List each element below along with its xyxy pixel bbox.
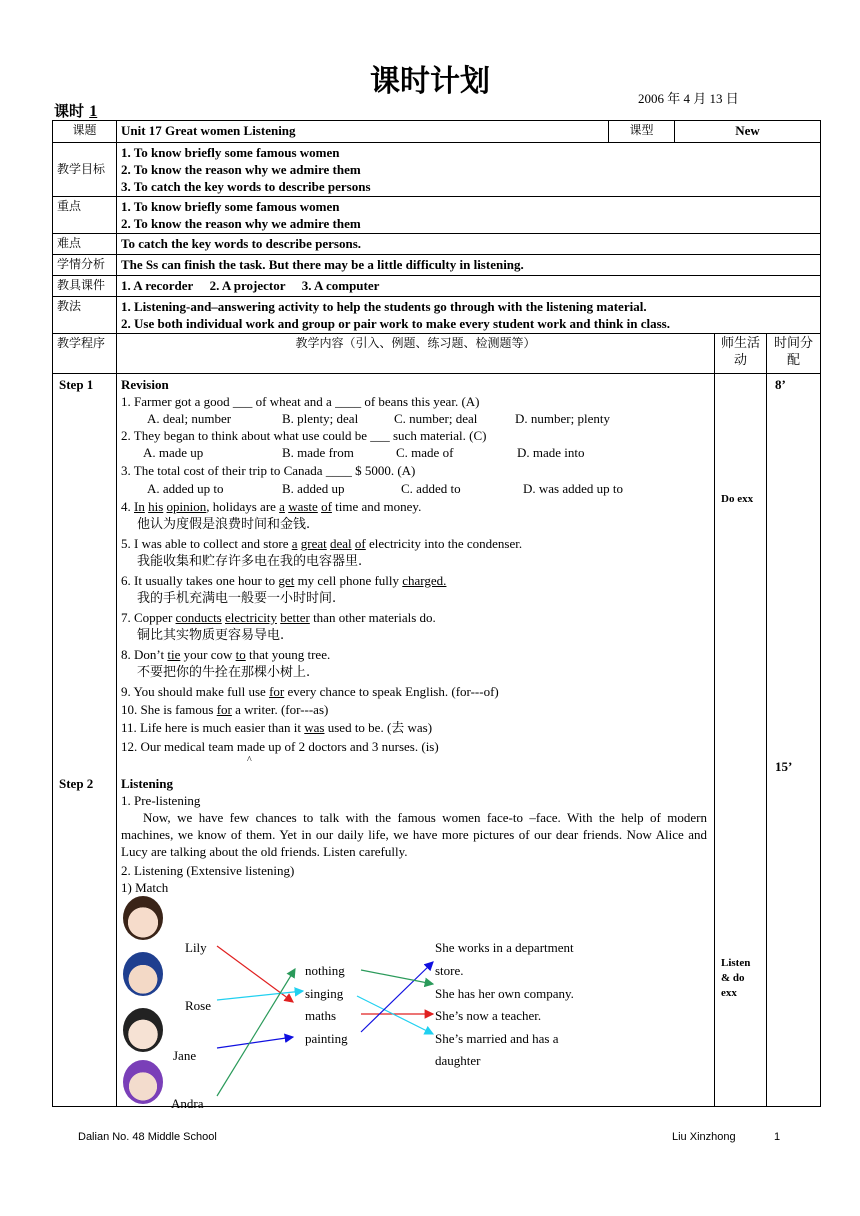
extensive-listening: 2. Listening (Extensive listening) [121,863,295,878]
q5-underlined: of [354,536,366,551]
type-value: New [675,121,821,143]
q3-option: C. added to [401,481,461,496]
period-number: 1 [89,103,98,120]
job-line: She has her own company. [435,986,574,1001]
q7-text: 7. Copper [121,610,176,625]
question-2: 2. They began to think about what use could be ___ such material. (C) [121,428,487,443]
q7-underlined: better [280,610,310,625]
arrow-singing-married [357,996,433,1034]
q4-underlined: opinion [166,499,207,514]
job-line: She works in a department [435,940,574,955]
q3-option: B. added up [282,481,345,496]
activity-step1: Do exx [721,493,754,505]
q11-text: 11. Life here is much easier than it [121,720,305,735]
key-content [117,197,821,234]
goal-line: 2. To know the reason why we admire them [121,162,361,177]
step1-label: Step 1 [59,377,94,392]
footer-page-number: 1 [774,1131,781,1143]
date: 2006 年 4 月 13 日 [638,91,739,106]
goal-line: 3. To catch the key words to describe persons [121,179,371,194]
hobby-singing: singing [305,986,344,1001]
analysis-label: 学情分析 [53,255,117,276]
q8-text: that young tree. [245,647,331,662]
q10-underlined: for [216,702,232,717]
job-line: She’s married and has a [435,1031,559,1046]
q7-underlined: electricity [225,610,277,625]
period-label: 课时 [54,102,85,120]
q11-underlined: was [304,720,325,735]
q7-underlined: conducts [175,610,222,625]
q1-option: D. number; plenty [515,411,610,426]
row-key-points [53,197,821,234]
name-lily: Lily [185,940,207,955]
row-method [53,297,821,334]
procedure-content [117,374,715,1111]
name-andra: Andra [171,1096,204,1111]
row-procedure-header [53,334,821,374]
q8-text: 8. Don’t [121,647,168,662]
row-topic [53,121,821,143]
q5-translation: 我能收集和贮存许多电在我的电容器里. [137,554,363,569]
activity-header: 师生活动 [715,334,767,374]
job-line: daughter [435,1053,481,1068]
type-label: 课型 [609,121,675,143]
analysis-content: The Ss can finish the task. But there may be a little difficulty in listening. [117,255,821,276]
tool-item: 3. A computer [301,278,380,293]
q9-text: 9. You should make full use [121,684,270,699]
q4-underlined: of [321,499,332,514]
q10-text: a writer. (for---as) [231,702,329,717]
footer-author: Liu Xinzhong [672,1131,736,1143]
q4-underlined: waste [288,499,318,514]
tools-content [117,276,821,297]
q7-text: than other materials do. [309,610,436,625]
name-rose: Rose [185,998,211,1013]
q5-text: electricity into the condenser. [365,536,523,551]
goal-line: 1. To know briefly some famous women [121,145,340,160]
q5-underlined: great [300,536,327,551]
row-procedure [53,374,821,1107]
tool-item: 2. A projector [209,278,286,293]
question-12: 12. Our medical team made up of 2 doctors and 3 nurses. (is) [121,739,439,754]
q3-option: D. was added up to [523,481,624,496]
q8-text: your cow [180,647,236,662]
arrow-andra-nothing [217,969,295,1096]
q11-text: used to be. (去 was) [324,720,433,735]
difficult-label: 难点 [53,234,117,255]
q6-text: my cell phone fully [294,573,403,588]
caret-mark: ^ [247,755,252,766]
arrow-jane-painting [217,1037,293,1048]
revision-heading: Revision [121,377,169,392]
steps-column [53,374,117,1107]
q5-underlined: a [291,536,298,551]
content-header: 教学内容（引入、例题、练习题、检测题等） [117,334,715,374]
q2-option: B. made from [282,445,354,460]
time-column [767,374,821,1107]
tool-item: 1. A recorder [121,278,194,293]
q4-underlined: a [279,499,285,514]
method-label: 教法 [53,297,117,334]
q4-underlined: In [134,499,145,514]
q4-text: time and money. [331,499,422,514]
match-arrows [121,374,711,1104]
time-step2: 15’ [775,759,793,774]
hobby-maths: maths [305,1008,337,1023]
hobby-nothing: nothing [305,963,345,978]
job-line: store. [435,963,464,978]
q10-text: 10. She is famous [121,702,217,717]
time-step1: 8’ [775,377,786,392]
page-title: 课时计划 [370,64,490,99]
q1-option: B. plenty; deal [282,411,359,426]
key-line: 2. To know the reason why we admire them [121,216,361,231]
q6-translation: 我的手机充满电一般要一小时时间. [137,591,337,606]
q5-text: 5. I was able to collect and store [121,536,292,551]
q9-text: every chance to speak English. (for---of) [284,684,499,699]
difficult-content: To catch the key words to describe persons. [117,234,821,255]
q8-translation: 不要把你的牛拴在那棵小树上. [137,665,311,680]
q1-option: A. deal; number [147,411,232,426]
job-line: She’s now a teacher. [435,1008,542,1023]
q2-option: A. made up [143,445,204,460]
q4-text: 4. [121,499,134,514]
listening-heading: Listening [121,776,174,791]
q4-translation: 他认为度假是浪费时间和金钱. [137,517,311,532]
question-1: 1. Farmer got a good ___ of wheat and a ____ of beans this year. (A) [121,394,480,409]
row-tools [53,276,821,297]
q8-underlined: tie [167,647,181,662]
topic-label: 课题 [53,121,117,143]
activity-column [715,374,767,1107]
q6-underlined: charged. [402,573,447,588]
step2-label: Step 2 [59,776,94,791]
q8-underlined: to [235,647,246,662]
q4-underlined: his [148,499,164,514]
q9-underlined: for [269,684,285,699]
q6-text: 6. It usually takes one hour to [121,573,279,588]
method-line: 2. Use both individual work and group or pair work to make every student work and think in class. [121,316,670,331]
procedure-label: 教学程序 [53,334,117,374]
lesson-plan-table [52,120,821,1111]
key-label: 重点 [53,197,117,234]
hobby-painting: painting [305,1031,348,1046]
name-jane: Jane [173,1048,197,1063]
pre-listening-paragraph: Now, we have few chances to talk with the famous women face-to –face. With the help of modern machines, we know of them. Yet in our daily life, we have more pictures of our dear friends. Now Alice and Lucy are talking about the old friends. Listen carefully. [121,810,707,859]
method-content [117,297,821,334]
q3-option: A. added up to [147,481,224,496]
q5-underlined: deal [330,536,352,551]
method-line: 1. Listening-and–answering activity to help the students go through with the listening material. [121,299,647,314]
arrow-rose-singing [217,991,303,1000]
pre-listening: 1. Pre-listening [121,793,201,808]
time-header: 时间分配 [767,334,821,374]
question-3: 3. The total cost of their trip to Canada ____ $ 5000. (A) [121,463,416,478]
tools-label: 教具课件 [53,276,117,297]
q6-underlined: get [278,573,295,588]
row-analysis [53,255,821,276]
goals-content [117,143,821,197]
goals-label: 教学目标 [53,143,117,197]
key-line: 1. To know briefly some famous women [121,199,340,214]
q2-option: C. made of [396,445,454,460]
row-difficult [53,234,821,255]
q7-translation: 铜比其实物质更容易导电. [137,628,285,643]
row-goals [53,143,821,197]
topic-value: Unit 17 Great women Listening [117,121,609,143]
q1-option: C. number; deal [394,411,478,426]
activity-step2: Listen & do exx [721,957,751,999]
period [54,100,97,121]
q4-text: , holidays are [206,499,280,514]
q2-option: D. made into [517,445,585,460]
footer-school: Dalian No. 48 Middle School [78,1131,217,1143]
match-heading: 1) Match [121,880,169,895]
